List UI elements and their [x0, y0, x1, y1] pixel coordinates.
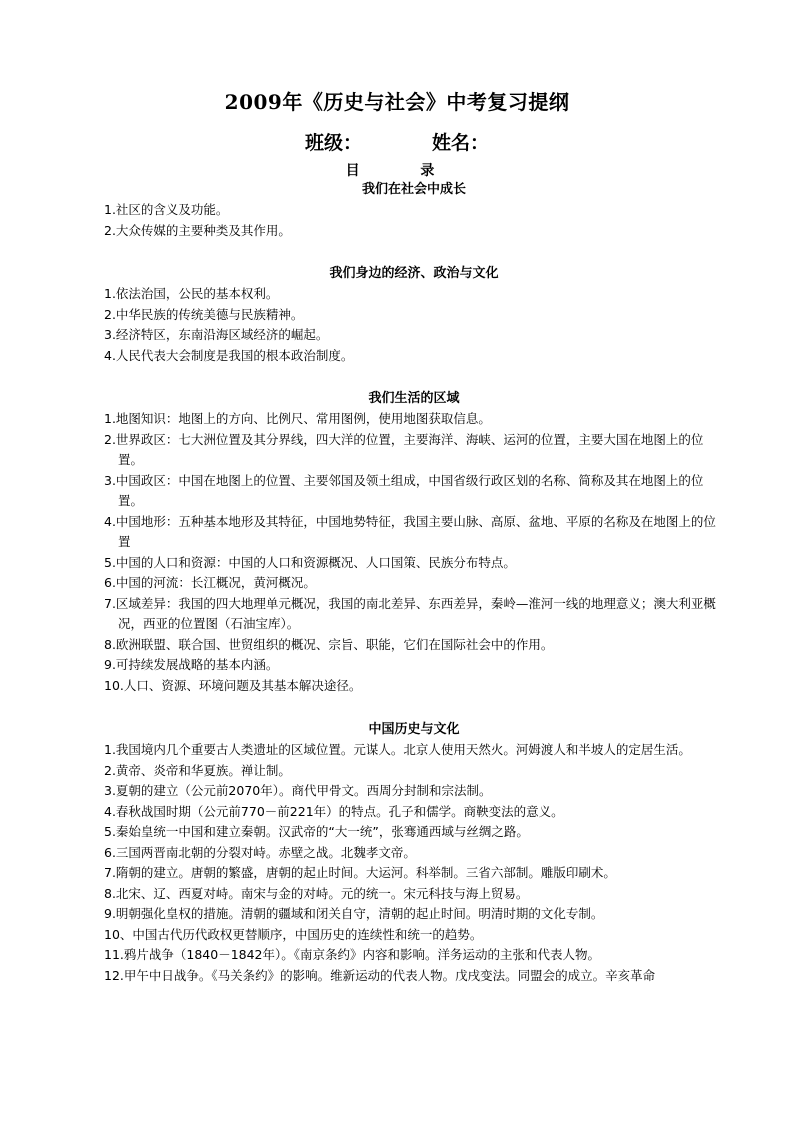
list-item: 5.秦始皇统一中国和建立秦朝。汉武帝的“大一统”，张骞通西域与丝绸之路。: [104, 824, 529, 839]
list-item: 1.社区的含义及功能。: [104, 202, 229, 217]
section-living-region: [104, 389, 724, 696]
list-item: 1.我国境内几个重要古人类遗址的区域位置。元谋人。北京人使用天然火。河姆渡人和半坡人的定居生活。: [104, 742, 691, 757]
section-title: 中国历史与文化: [368, 722, 460, 737]
list-item: 4.春秋战国时期（公元前770－前221年）的特点。孔子和儒学。商鞅变法的意义。: [104, 803, 564, 819]
list-item: 1.地图知识：地图上的方向、比例尺、常用图例，使用地图获取信息。: [104, 411, 491, 426]
list-item: 7.隋朝的建立。唐朝的繁盛，唐朝的起止时间。大运河。科举制。三省六部制。雕版印刷术。: [104, 865, 616, 880]
list-item: 9.可持续发展战略的基本内涵。: [104, 657, 279, 672]
section-title: 我们身边的经济、政治与文化: [329, 266, 499, 281]
list-item: 10.人口、资源、环境问题及其基本解决途径。: [104, 677, 362, 693]
page-title: 2009年《历史与社会》中考复习提纲: [224, 90, 570, 114]
list-item: 11.鸦片战争（1840－1842年）。《南京条约》内容和影响。洋务运动的主张和代表人物。: [104, 947, 601, 962]
class-label: 班级：: [304, 132, 362, 154]
list-item: 4.人民代表大会制度是我国的根本政治制度。: [104, 347, 354, 363]
list-item: 6.中国的河流：长江概况，黄河概况。: [104, 575, 316, 590]
list-item: 2.黄帝、炎帝和华夏族。禅让制。: [104, 762, 291, 778]
section-title: 我们生活的区域: [368, 391, 460, 406]
toc-heading: 目 录: [345, 163, 463, 179]
list-item: 10、中国古代历代政权更替顺序，中国历史的连续性和统一的趋势。: [104, 926, 483, 942]
section-title: 我们在社会中成长: [361, 182, 466, 197]
list-item: 12.甲午中日战争。《马关条约》的影响。维新运动的代表人物。戊戌变法。同盟会的成立。辛亥革命: [104, 967, 656, 983]
list-item: 8.欧洲联盟、联合国、世贸组织的概况、宗旨、职能，它们在国际社会中的作用。: [104, 636, 554, 652]
section-social-growth: [104, 180, 724, 241]
list-item: 3.经济特区，东南沿海区域经济的崛起。: [104, 327, 329, 342]
section-economy-politics-culture: [104, 264, 724, 366]
class-name-line: [0, 128, 794, 155]
list-item: 8.北宋、辽、西夏对峙。南宋与金的对峙。元的统一。宋元科技与海上贸易。: [104, 885, 529, 901]
list-item: 3.夏朝的建立（公元前2070年）。商代甲骨文。西周分封制和宗法制。: [104, 783, 492, 798]
list-item: 6.三国两晋南北朝的分裂对峙。赤壁之战。北魏孝文帝。: [104, 844, 416, 860]
list-item: 5.中国的人口和资源：中国的人口和资源概况、人口国策、民族分布特点。: [104, 554, 516, 570]
list-item: 2.世界政区：七大洲位置及其分界线，四大洋的位置，主要海洋、海峡、运河的位置，主要大国在地图上的位置。: [104, 431, 704, 467]
list-item: 7.区域差异：我国的四大地理单元概况，我国的南北差异、东西差异，秦岭—淮河一线的地理意义；澳大利亚概况，西亚的位置图（石油宝库）。: [104, 595, 716, 631]
list-item: 2.大众传媒的主要种类及其作用。: [104, 222, 291, 238]
name-label: 姓名：: [432, 132, 490, 154]
list-item: 3.中国政区：中国在地图上的位置、主要邻国及领土组成，中国省级行政区划的名称、简称及其在地图上的位置。: [104, 472, 704, 508]
section-chinese-history-culture: [104, 720, 724, 986]
list-item: 1.依法治国，公民的基本权利。: [104, 286, 279, 301]
list-item: 4.中国地形：五种基本地形及其特征，中国地势特征，我国主要山脉、高原、盆地、平原的名称及在地图上的位置: [104, 513, 716, 549]
list-item: 9.明朝强化皇权的措施。清朝的疆域和闭关自守，清朝的起止时间。明清时期的文化专制。: [104, 906, 604, 921]
list-item: 2.中华民族的传统美德与民族精神。: [104, 306, 304, 322]
